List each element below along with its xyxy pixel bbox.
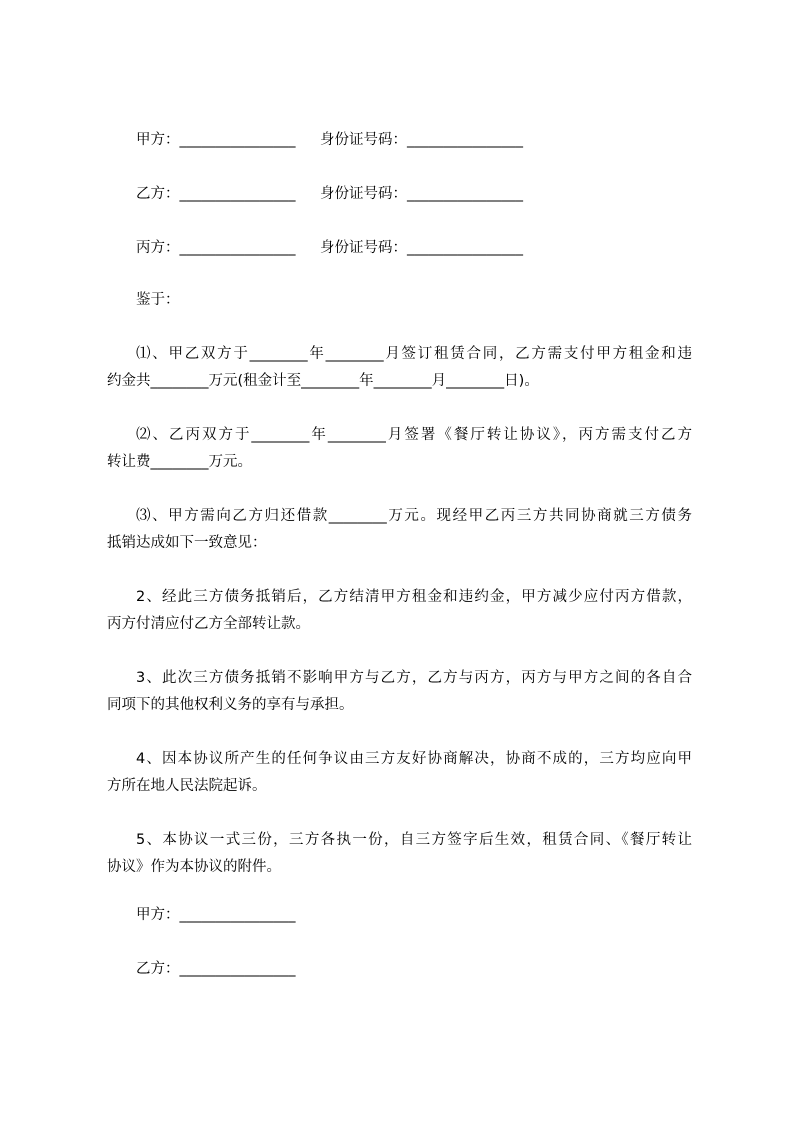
party-yi-name: 乙方：________________ bbox=[136, 186, 296, 202]
article-5-line-1: 5、本协议一式三份，三方各执一份，自三方签字后生效，租赁合同、《餐厅转让 bbox=[136, 832, 692, 848]
article-2-line-1: 2、经此三方债务抵销后，乙方结清甲方租金和违约金，甲方减少应付丙方借款， bbox=[136, 589, 692, 605]
party-jia-name: 甲方：________________ bbox=[136, 132, 296, 148]
whereas-heading: 鉴于： bbox=[136, 292, 180, 308]
article-4-line-1: 4、因本协议所产生的任何争议由三方友好协商解决，协商不成的，三方均应向甲 bbox=[136, 751, 692, 767]
article-4-line-2: 方所在地人民法院起诉。 bbox=[107, 778, 267, 794]
party-bing-line bbox=[107, 239, 692, 257]
clause-1-line-2: 约金共________万元(租金计至________年________月________日)。 bbox=[107, 373, 539, 389]
party-bing-name: 丙方：________________ bbox=[136, 240, 296, 256]
article-3-line-2: 同项下的其他权利义务的享有与承担。 bbox=[107, 697, 354, 713]
party-bing-id: 身份证号码：________________ bbox=[320, 240, 523, 256]
article-3-line-1: 3、此次三方债务抵销不影响甲方与乙方，乙方与丙方，丙方与甲方之间的各自合 bbox=[136, 670, 692, 686]
party-jia-line bbox=[107, 131, 692, 149]
clause-3-line-1: ⑶、甲方需向乙方归还借款________万元。现经甲乙丙三方共同协商就三方债务 bbox=[136, 508, 692, 524]
clause-2-line-2: 转让费________万元。 bbox=[107, 454, 252, 470]
signature-jia: 甲方：________________ bbox=[136, 907, 296, 923]
party-yi-line bbox=[107, 185, 692, 203]
party-yi-id: 身份证号码：________________ bbox=[320, 186, 523, 202]
clause-1-line-1: ⑴、甲乙双方于________年________月签订租赁合同，乙方需支付甲方租金和违 bbox=[136, 346, 692, 362]
clause-2-line-1: ⑵、乙丙双方于________年________月签署《餐厅转让协议》，丙方需支付乙方 bbox=[136, 427, 692, 443]
article-5-line-2: 协议》作为本协议的附件。 bbox=[107, 859, 281, 875]
clause-3-line-2: 抵销达成如下一致意见： bbox=[107, 535, 267, 551]
party-jia-id: 身份证号码：________________ bbox=[320, 132, 523, 148]
signature-yi: 乙方：________________ bbox=[136, 961, 296, 977]
article-2-line-2: 丙方付清应付乙方全部转让款。 bbox=[107, 616, 310, 632]
